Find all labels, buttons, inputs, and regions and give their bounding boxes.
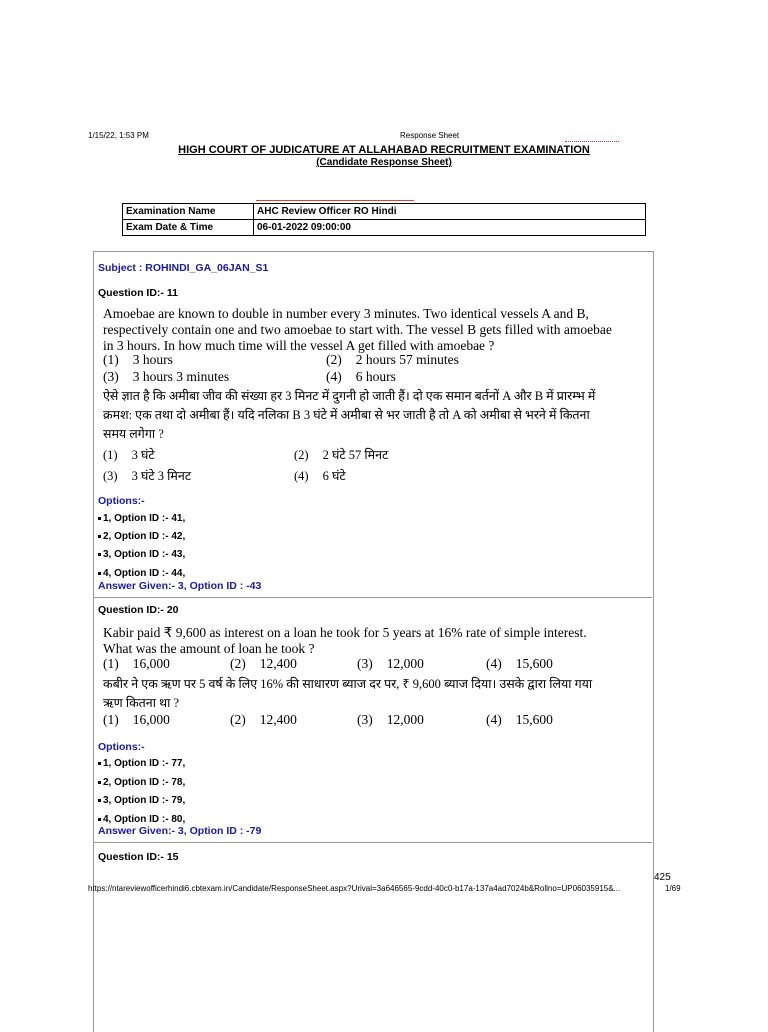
question-text-en: [103, 625, 643, 657]
option-item: 1, Option ID :- 41,: [98, 513, 185, 524]
choice-item: (4) 6 hours: [326, 369, 396, 384]
page-count: 1/69: [665, 884, 681, 893]
exam-name-label: Examination Name: [123, 204, 254, 220]
choice-item: (3) 3 घंटे 3 मिनट: [103, 469, 192, 483]
question-divider: [93, 842, 652, 843]
answer-given: Answer Given:- 3, Option ID : -43: [98, 580, 262, 592]
option-item: 3, Option ID :- 43,: [98, 549, 185, 560]
table-row: [123, 220, 646, 236]
exam-date-label: Exam Date & Time: [123, 220, 254, 236]
choice-item: (1) 3 घंटे: [103, 448, 155, 462]
question-text-en: [103, 306, 643, 354]
option-item: 2, Option ID :- 78,: [98, 777, 185, 788]
choice-item: (1) 16,000: [103, 656, 170, 671]
text-line: in 3 hours. In how much time will the vessel A get filled with amoebae ?: [103, 338, 495, 353]
footer-url[interactable]: https://ntareviewofficerhindi6.cbtexam.in/Candidate/ResponseSheet.aspx?Urival=3a646565-9cdd-40c0-b17a-137a4ad7024b&Rollno=UP06035915&...: [88, 884, 621, 893]
options-label: Options:-: [98, 741, 145, 753]
question-id: Question ID:- 15: [98, 851, 179, 863]
page-number: 425: [654, 872, 671, 883]
text-line: ऋण कितना था ?: [103, 696, 179, 710]
choice-item: (2) 2 घंटे 57 मिनट: [294, 448, 389, 462]
question-text-hi: [103, 675, 643, 713]
choice-item: (1) 16,000: [103, 712, 170, 727]
question-divider: [93, 597, 652, 598]
choice-item: (1) 3 hours: [103, 352, 173, 367]
table-row: [123, 204, 646, 220]
choice-item: (3) 3 hours 3 minutes: [103, 369, 230, 384]
text-line: Amoebae are known to double in number every 3 minutes. Two identical vessels A and B,: [103, 306, 589, 321]
option-item: 3, Option ID :- 79,: [98, 795, 185, 806]
text-line: respectively contain one and two amoebae to start with. The vessel B gets filled with amoebae: [103, 322, 612, 337]
main-title: HIGH COURT OF JUDICATURE AT ALLAHABAD RECRUITMENT EXAMINATION: [178, 144, 590, 156]
option-item: 4, Option ID :- 44,: [98, 568, 185, 579]
choice-item: (2) 12,400: [230, 712, 297, 727]
red-annotation-mark: [565, 141, 619, 144]
question-id: Question ID:- 11: [98, 287, 178, 299]
choice-item: (2) 12,400: [230, 656, 297, 671]
text-line: समय लगेगा ?: [103, 427, 164, 441]
exam-date-value: 06-01-2022 09:00:00: [254, 220, 646, 236]
option-item: 4, Option ID :- 80,: [98, 814, 185, 825]
print-doc-title: Response Sheet: [400, 131, 460, 140]
print-datetime: 1/15/22, 1:53 PM: [88, 131, 149, 140]
choice-item: (4) 6 घंटे: [294, 469, 346, 483]
text-line: What was the amount of loan he took ?: [103, 641, 315, 656]
options-label: Options:-: [98, 495, 145, 507]
choice-item: (2) 2 hours 57 minutes: [326, 352, 459, 367]
question-text-hi: [103, 387, 643, 444]
answer-given: Answer Given:- 3, Option ID : -79: [98, 825, 262, 837]
sub-title: (Candidate Response Sheet): [316, 157, 452, 168]
choice-item: (3) 12,000: [357, 656, 424, 671]
option-item: 2, Option ID :- 42,: [98, 531, 185, 542]
text-line: Kabir paid ₹ 9,600 as interest on a loan he took for 5 years at 16% rate of simple interest.: [103, 625, 587, 640]
text-line: कबीर ने एक ऋण पर 5 वर्ष के लिए 16% की साधारण ब्याज दर पर, ₹ 9,600 ब्याज दिया। उसके द्वारा लिया गया: [103, 677, 593, 691]
subject-label: Subject : ROHINDI_GA_06JAN_S1: [98, 262, 269, 274]
option-item: 1, Option ID :- 77,: [98, 758, 185, 769]
text-line: ऐसे ज्ञात है कि अमीबा जीव की संख्या हर 3 मिनट में दुगनी हो जाती हैं। दो एक समान बर्तनों A और B में प्रारम्भ में: [103, 389, 596, 403]
exam-name-value: AHC Review Officer RO Hindi: [254, 204, 646, 220]
red-annotation-line: [256, 200, 414, 201]
exam-info-table: [122, 203, 646, 236]
choice-item: (4) 15,600: [486, 712, 553, 727]
text-line: क्रमश: एक तथा दो अमीबा हैं। यदि नलिका B 3 घंटे में अमीबा से भर जाती है तो A को अमीबा से भरने में कितना: [103, 408, 590, 422]
choice-item: (4) 15,600: [486, 656, 553, 671]
choice-item: (3) 12,000: [357, 712, 424, 727]
question-id: Question ID:- 20: [98, 604, 179, 616]
